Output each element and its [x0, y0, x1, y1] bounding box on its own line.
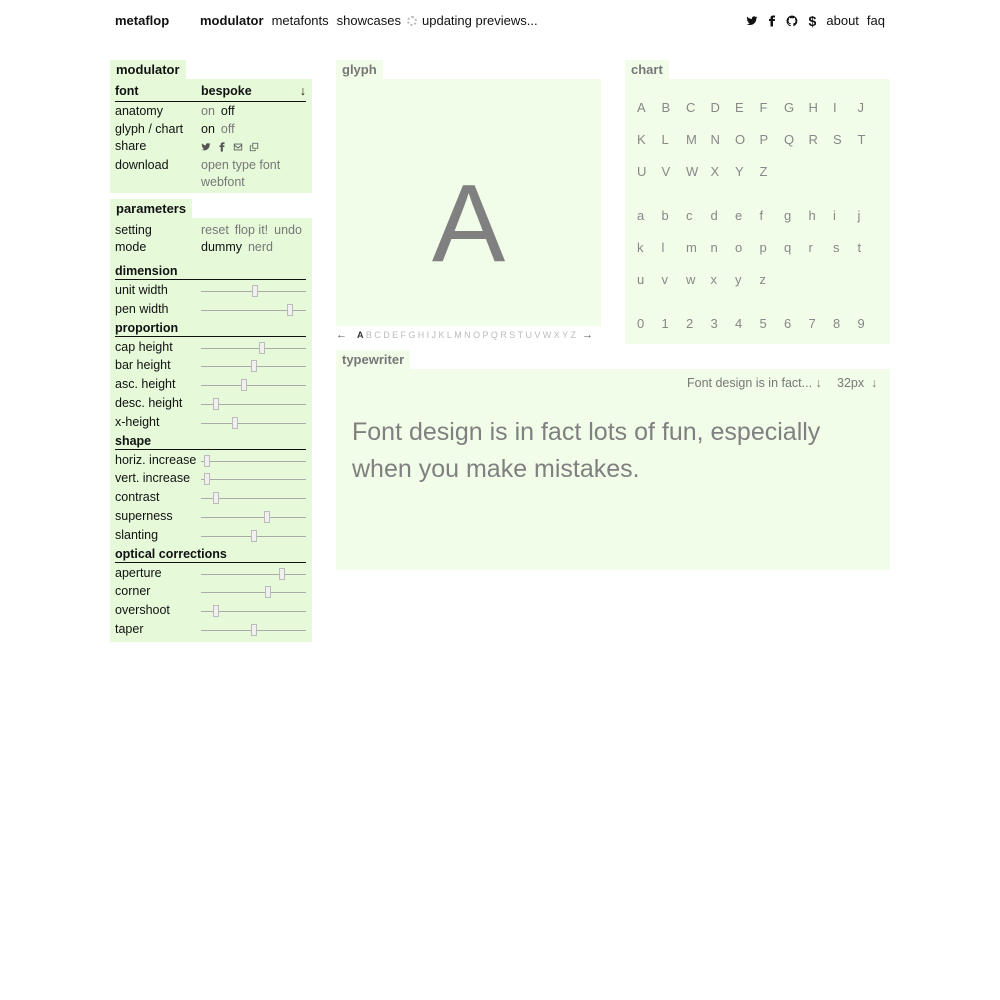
- glyph-chart-row: [115, 122, 307, 140]
- nav-showcases[interactable]: showcases: [336, 13, 401, 28]
- chart-glyph[interactable]: F: [759, 100, 768, 115]
- chart-glyph[interactable]: 2: [686, 316, 694, 331]
- chart-glyph[interactable]: J: [857, 100, 864, 115]
- slider-handle[interactable]: [251, 624, 257, 636]
- chart-glyph[interactable]: Z: [759, 164, 768, 179]
- slider-handle[interactable]: [213, 492, 219, 504]
- glyph-letter[interactable]: U: [525, 330, 532, 340]
- download-otf-link[interactable]: open type font: [201, 158, 281, 172]
- glyph-panel: [336, 79, 601, 326]
- glyph-letter[interactable]: H: [417, 330, 425, 340]
- parameter-label: overshoot: [115, 603, 170, 618]
- glyph-letter[interactable]: G: [408, 330, 416, 340]
- twitter-icon[interactable]: [746, 14, 758, 27]
- parameter-slider[interactable]: [201, 479, 306, 480]
- chart-glyph[interactable]: r: [808, 240, 813, 255]
- glyph-letter[interactable]: Y: [562, 330, 569, 340]
- slider-handle[interactable]: [259, 342, 265, 354]
- chart-glyph[interactable]: l: [661, 240, 665, 255]
- glyph-letter[interactable]: F: [400, 330, 406, 340]
- chart-glyph[interactable]: N: [710, 132, 720, 147]
- anatomy-label: anatomy: [115, 104, 163, 118]
- chart-glyph[interactable]: s: [833, 240, 840, 255]
- parameters-panel: [110, 218, 312, 642]
- nav-about[interactable]: about: [826, 13, 859, 28]
- chart-glyph[interactable]: S: [833, 132, 842, 147]
- font-label: font: [115, 84, 139, 98]
- glyph-letter[interactable]: O: [473, 330, 481, 340]
- glyph-letter[interactable]: Q: [490, 330, 498, 340]
- chart-glyph[interactable]: z: [759, 272, 766, 287]
- slider-handle[interactable]: [252, 285, 258, 297]
- chart-glyph[interactable]: E: [735, 100, 744, 115]
- section-heading: proportion: [115, 321, 306, 337]
- chart-glyph[interactable]: u: [637, 272, 645, 287]
- parameter-slider[interactable]: [201, 592, 306, 593]
- parameter-label: bar height: [115, 358, 171, 373]
- facebook-icon[interactable]: [766, 14, 778, 27]
- chart-glyph[interactable]: p: [759, 240, 767, 255]
- parameter-slider[interactable]: [201, 536, 306, 537]
- typewriter-tab: typewriter: [336, 350, 410, 369]
- slider-handle[interactable]: [241, 379, 247, 391]
- flop-it-button[interactable]: flop it!: [234, 223, 269, 237]
- chart-glyph[interactable]: i: [833, 208, 836, 223]
- chart-glyph[interactable]: M: [686, 132, 697, 147]
- glyph-letter[interactable]: L: [446, 330, 452, 340]
- chart-glyph[interactable]: C: [686, 100, 696, 115]
- share-copy-icon[interactable]: [249, 141, 259, 155]
- chart-tab: chart: [625, 60, 669, 79]
- chart-glyph[interactable]: t: [857, 240, 862, 255]
- parameter-row: [115, 622, 307, 640]
- parameter-label: corner: [115, 584, 151, 599]
- chart-glyph[interactable]: K: [637, 132, 646, 147]
- glyph-chart-off[interactable]: off: [220, 122, 235, 136]
- chart-glyph[interactable]: k: [637, 240, 644, 255]
- glyph-letter[interactable]: Z: [570, 330, 576, 340]
- parameter-row: [115, 584, 307, 602]
- parameter-slider[interactable]: [201, 310, 306, 311]
- glyph-chart-on[interactable]: on: [201, 122, 215, 136]
- slider-handle[interactable]: [265, 586, 271, 598]
- chart-glyph[interactable]: m: [686, 240, 697, 255]
- undo-button[interactable]: undo: [274, 223, 302, 237]
- chart-lowercase: [637, 207, 882, 303]
- chart-glyph[interactable]: W: [686, 164, 699, 179]
- chart-glyph[interactable]: P: [759, 132, 769, 147]
- chart-glyph[interactable]: b: [661, 208, 669, 223]
- top-navigation: [0, 0, 1000, 42]
- glyph-letter[interactable]: S: [509, 330, 516, 340]
- slider-handle[interactable]: [279, 568, 285, 580]
- parameter-row: [115, 509, 307, 527]
- glyph-letter[interactable]: R: [500, 330, 507, 340]
- font-size-select[interactable]: 32px ↓: [837, 376, 878, 390]
- parameter-label: vert. increase: [115, 471, 191, 486]
- chart-glyph[interactable]: 0: [637, 316, 645, 331]
- parameter-slider[interactable]: [201, 611, 306, 612]
- section-heading: optical corrections: [115, 547, 306, 563]
- glyph-letter[interactable]: K: [438, 330, 445, 340]
- parameter-label: cap height: [115, 339, 173, 354]
- slider-handle[interactable]: [264, 511, 270, 523]
- parameter-slider[interactable]: [201, 517, 306, 518]
- setting-label: setting: [115, 223, 152, 237]
- main-nav: [200, 13, 401, 28]
- nav-modulator[interactable]: modulator: [200, 13, 264, 28]
- chart-glyph[interactable]: 3: [710, 316, 718, 331]
- parameter-slider[interactable]: [201, 348, 306, 349]
- chart-glyph[interactable]: v: [661, 272, 668, 287]
- chart-glyph[interactable]: j: [857, 208, 861, 223]
- chart-glyph[interactable]: L: [661, 132, 669, 147]
- next-glyph-arrow-icon[interactable]: →: [581, 329, 593, 341]
- parameter-row: [115, 358, 307, 376]
- parameters-tab: parameters: [110, 199, 192, 218]
- parameter-slider[interactable]: [201, 366, 306, 367]
- chart-glyph[interactable]: R: [808, 132, 818, 147]
- parameter-slider[interactable]: [201, 630, 306, 631]
- parameter-label: pen width: [115, 301, 169, 316]
- chart-glyph[interactable]: 7: [808, 316, 816, 331]
- chart-glyph[interactable]: o: [735, 240, 743, 255]
- chart-glyph[interactable]: A: [637, 100, 646, 115]
- share-mail-icon[interactable]: [233, 141, 243, 155]
- chart-glyph[interactable]: Q: [784, 132, 795, 147]
- nav-faq[interactable]: faq: [866, 13, 885, 28]
- parameter-row: [115, 415, 307, 433]
- chart-glyph[interactable]: f: [759, 208, 764, 223]
- mode-dummy[interactable]: dummy: [201, 240, 242, 254]
- chart-glyph[interactable]: 8: [833, 316, 841, 331]
- chart-glyph[interactable]: 4: [735, 316, 743, 331]
- glyph-selector: [336, 329, 601, 341]
- parameter-row: [115, 340, 307, 358]
- chart-glyph[interactable]: D: [710, 100, 720, 115]
- anatomy-off[interactable]: off: [220, 104, 235, 118]
- glyph-preview: A: [431, 162, 506, 285]
- parameter-row: [115, 566, 307, 584]
- parameter-label: slanting: [115, 527, 159, 542]
- glyph-letter[interactable]: T: [517, 330, 524, 340]
- glyph-letter[interactable]: D: [383, 330, 390, 340]
- parameter-label: x-height: [115, 414, 160, 429]
- slider-handle[interactable]: [232, 417, 238, 429]
- mode-nerd[interactable]: nerd: [247, 240, 274, 254]
- share-row: [115, 139, 307, 157]
- parameter-row: [115, 453, 307, 471]
- glyph-letter[interactable]: C: [374, 330, 381, 340]
- chart-digits: [637, 315, 882, 347]
- glyph-letter[interactable]: I: [426, 330, 430, 340]
- font-value: bespoke: [201, 84, 252, 98]
- download-row: [115, 158, 307, 176]
- chart-glyph[interactable]: n: [710, 240, 718, 255]
- chart-glyph[interactable]: e: [735, 208, 743, 223]
- slider-handle[interactable]: [204, 473, 210, 485]
- anatomy-on[interactable]: on: [201, 104, 215, 118]
- modulator-tab: modulator: [110, 60, 186, 79]
- section-heading: shape: [115, 434, 306, 450]
- parameter-row: [115, 528, 307, 546]
- parameter-slider[interactable]: [201, 423, 306, 424]
- sample-text-select[interactable]: Font design is in fact... ↓: [687, 376, 822, 390]
- chart-glyph[interactable]: V: [661, 164, 671, 179]
- parameter-slider[interactable]: [201, 574, 306, 575]
- chart-glyph[interactable]: g: [784, 208, 792, 223]
- section-heading: dimension: [115, 264, 306, 280]
- chart-glyph[interactable]: a: [637, 208, 645, 223]
- nav-right: [746, 13, 885, 28]
- mode-label: mode: [115, 240, 147, 254]
- parameter-row: [115, 471, 307, 489]
- prev-glyph-arrow-icon[interactable]: ←: [336, 329, 347, 341]
- glyph-letter[interactable]: X: [553, 330, 560, 340]
- glyph-letter[interactable]: J: [431, 330, 437, 340]
- chart-glyph[interactable]: 6: [784, 316, 792, 331]
- parameter-label: contrast: [115, 490, 160, 505]
- glyph-chart-label: glyph / chart: [115, 122, 184, 136]
- chart-glyph[interactable]: q: [784, 240, 792, 255]
- glyph-letter[interactable]: P: [482, 330, 489, 340]
- slider-handle[interactable]: [287, 304, 293, 316]
- chart-glyph[interactable]: c: [686, 208, 693, 223]
- chart-panel: [625, 79, 890, 344]
- slider-handle[interactable]: [204, 455, 210, 467]
- chart-glyph[interactable]: w: [686, 272, 696, 287]
- chart-glyph[interactable]: d: [710, 208, 718, 223]
- chart-glyph[interactable]: B: [661, 100, 671, 115]
- parameter-slider[interactable]: [201, 291, 306, 292]
- glyph-letter-list: [357, 330, 576, 340]
- parameter-slider[interactable]: [201, 385, 306, 386]
- parameter-label: horiz. increase: [115, 452, 197, 467]
- setting-row: [115, 223, 307, 241]
- slider-handle[interactable]: [213, 398, 219, 410]
- glyph-letter[interactable]: V: [534, 330, 541, 340]
- status-text: updating previews...: [422, 13, 538, 28]
- parameter-label: aperture: [115, 565, 162, 580]
- parameter-label: asc. height: [115, 377, 176, 392]
- parameter-row: [115, 283, 307, 301]
- parameter-row: [115, 490, 307, 508]
- parameter-slider[interactable]: [201, 461, 306, 462]
- share-facebook-icon[interactable]: [217, 141, 227, 155]
- share-label: share: [115, 139, 147, 153]
- brand-logo[interactable]: metaflop: [115, 13, 170, 28]
- chart-glyph[interactable]: U: [637, 164, 647, 179]
- parameter-row: [115, 302, 307, 320]
- chart-glyph[interactable]: I: [833, 100, 837, 115]
- parameter-slider[interactable]: [201, 498, 306, 499]
- typewriter-panel: [336, 369, 890, 570]
- slider-handle[interactable]: [251, 360, 257, 372]
- glyph-letter[interactable]: W: [542, 330, 552, 340]
- chart-glyph[interactable]: 9: [857, 316, 865, 331]
- glyph-letter[interactable]: E: [392, 330, 399, 340]
- chart-glyph[interactable]: T: [857, 132, 866, 147]
- reset-button[interactable]: reset: [201, 223, 229, 237]
- parameter-label: taper: [115, 622, 144, 636]
- glyph-letter[interactable]: B: [365, 330, 372, 340]
- parameter-label: desc. height: [115, 396, 183, 410]
- parameter-row: [115, 377, 307, 395]
- typewriter-text[interactable]: Font design is in fact lots of fun, especially when you make mistakes.: [352, 418, 821, 483]
- slider-handle[interactable]: [251, 530, 257, 542]
- preview-status: [407, 13, 538, 28]
- parameter-label: unit width: [115, 283, 168, 297]
- parameter-row: [115, 603, 307, 621]
- glyph-letter[interactable]: A: [357, 330, 364, 340]
- modulator-panel: [110, 79, 312, 193]
- parameter-slider[interactable]: [201, 404, 306, 405]
- chart-glyph[interactable]: O: [735, 132, 746, 147]
- chart-glyph[interactable]: y: [735, 272, 742, 287]
- glyph-letter[interactable]: M: [454, 330, 462, 340]
- dollar-icon[interactable]: $: [808, 12, 817, 29]
- font-dropdown-arrow-icon[interactable]: ↓: [299, 84, 306, 98]
- share-twitter-icon[interactable]: [201, 141, 211, 155]
- parameter-label: superness: [115, 509, 173, 523]
- chart-uppercase: [637, 99, 882, 195]
- github-icon[interactable]: [786, 14, 798, 27]
- chart-glyph[interactable]: H: [808, 100, 818, 115]
- parameter-row: [115, 396, 307, 414]
- mode-row: [115, 240, 307, 258]
- font-select[interactable]: [115, 84, 306, 102]
- glyph-letter[interactable]: N: [464, 330, 471, 340]
- nav-metafonts[interactable]: metafonts: [271, 13, 329, 28]
- slider-handle[interactable]: [213, 605, 219, 617]
- anatomy-row: [115, 104, 307, 122]
- spinner-icon: [407, 16, 417, 26]
- chart-glyph[interactable]: 5: [759, 316, 767, 331]
- chart-glyph[interactable]: G: [784, 100, 795, 115]
- chart-glyph[interactable]: Y: [735, 164, 744, 179]
- chart-glyph[interactable]: h: [808, 208, 816, 223]
- download-row-2: [115, 175, 307, 193]
- download-label: download: [115, 158, 169, 172]
- chart-glyph[interactable]: x: [710, 272, 717, 287]
- glyph-tab: glyph: [336, 60, 383, 79]
- chart-glyph[interactable]: X: [710, 164, 720, 179]
- download-webfont-link[interactable]: webfont: [201, 175, 245, 189]
- chart-glyph[interactable]: 1: [661, 316, 669, 331]
